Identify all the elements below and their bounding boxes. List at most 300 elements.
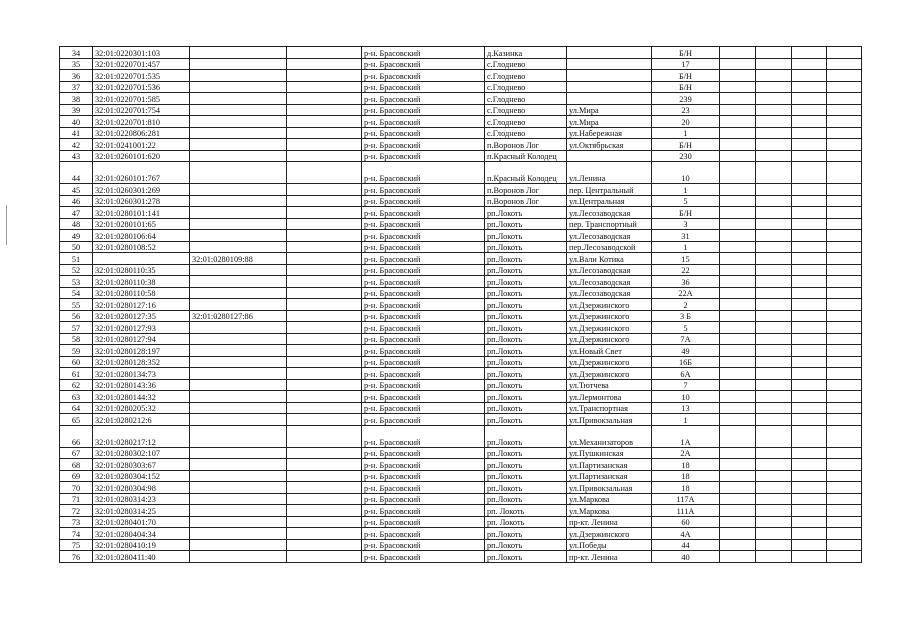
empty-cell: [756, 276, 792, 288]
table-row: [60, 333, 862, 345]
row-number: 60: [60, 356, 93, 368]
row-number: 48: [60, 218, 93, 230]
row-number: 71: [60, 493, 93, 505]
empty-cell: [792, 505, 827, 517]
settlement-cell: рп.Локоть: [485, 322, 567, 334]
cadastral-number-extra: [190, 81, 287, 93]
district-cell: р-н. Брасовский: [362, 195, 485, 207]
empty-cell: [756, 528, 792, 540]
settlement-cell: рп.Локоть: [485, 264, 567, 276]
house-number-cell: 6А: [652, 368, 720, 380]
empty-cell: [720, 264, 756, 276]
empty-cell: [756, 139, 792, 151]
empty-cell: [792, 207, 827, 219]
empty-cell: [287, 414, 362, 426]
empty-cell: [756, 505, 792, 517]
district-cell: р-н. Брасовский: [362, 70, 485, 82]
district-cell: р-н. Брасовский: [362, 470, 485, 482]
table-row: [60, 505, 862, 517]
row-number: 74: [60, 528, 93, 540]
empty-cell: [287, 150, 362, 162]
street-cell: ул.Дзержинского: [567, 310, 652, 322]
street-cell: [567, 81, 652, 93]
empty-cell: [720, 459, 756, 471]
table-row: [60, 116, 862, 128]
settlement-cell: рп.Локоть: [485, 391, 567, 403]
empty-cell: [827, 195, 862, 207]
empty-cell: [792, 379, 827, 391]
empty-cell: [756, 459, 792, 471]
empty-cell: [720, 539, 756, 551]
table-row: [60, 551, 862, 563]
cadastral-number: 32:01:0280217:12: [93, 425, 190, 447]
cadastral-number: 32:01:0280144:32: [93, 391, 190, 403]
empty-cell: [720, 356, 756, 368]
empty-cell: [287, 287, 362, 299]
empty-cell: [827, 459, 862, 471]
empty-cell: [287, 345, 362, 357]
empty-cell: [287, 93, 362, 105]
settlement-cell: рп.Локоть: [485, 493, 567, 505]
table-row: [60, 230, 862, 242]
empty-cell: [720, 391, 756, 403]
table-row: [60, 356, 862, 368]
empty-cell: [792, 47, 827, 59]
district-cell: р-н. Брасовский: [362, 310, 485, 322]
row-number: 38: [60, 93, 93, 105]
empty-cell: [720, 104, 756, 116]
empty-cell: [756, 414, 792, 426]
house-number-cell: 49: [652, 345, 720, 357]
empty-cell: [720, 482, 756, 494]
house-number-cell: 7: [652, 379, 720, 391]
empty-cell: [827, 425, 862, 447]
district-cell: р-н. Брасовский: [362, 207, 485, 219]
cadastral-number: 32:01:0280128:197: [93, 345, 190, 357]
table-row: [60, 47, 862, 59]
row-number: 53: [60, 276, 93, 288]
empty-cell: [792, 493, 827, 505]
empty-cell: [827, 505, 862, 517]
empty-cell: [792, 391, 827, 403]
row-number: 66: [60, 425, 93, 447]
district-cell: р-н. Брасовский: [362, 391, 485, 403]
cadastral-number-extra: [190, 116, 287, 128]
house-number-cell: 4А: [652, 528, 720, 540]
empty-cell: [287, 482, 362, 494]
empty-cell: [827, 127, 862, 139]
cadastral-number-extra: [190, 414, 287, 426]
street-cell: ул.Победы: [567, 539, 652, 551]
empty-cell: [792, 345, 827, 357]
table-row: [60, 470, 862, 482]
street-cell: [567, 47, 652, 59]
district-cell: р-н. Брасовский: [362, 425, 485, 447]
empty-cell: [792, 539, 827, 551]
district-cell: р-н. Брасовский: [362, 287, 485, 299]
empty-cell: [827, 70, 862, 82]
empty-cell: [756, 402, 792, 414]
house-number-cell: 18: [652, 470, 720, 482]
table-row: [60, 218, 862, 230]
empty-cell: [720, 402, 756, 414]
cadastral-number: 32:01:0280411:40: [93, 551, 190, 563]
cadastral-number: 32:01:0260101:767: [93, 162, 190, 184]
cadastral-number-extra: [190, 528, 287, 540]
empty-cell: [287, 322, 362, 334]
house-number-cell: 1: [652, 127, 720, 139]
empty-cell: [792, 356, 827, 368]
district-cell: р-н. Брасовский: [362, 299, 485, 311]
street-cell: ул.Тютчева: [567, 379, 652, 391]
cadastral-number-extra: [190, 299, 287, 311]
table-row: [60, 70, 862, 82]
district-cell: р-н. Брасовский: [362, 241, 485, 253]
street-cell: ул.Дзержинского: [567, 528, 652, 540]
row-number: 62: [60, 379, 93, 391]
cadastral-number-extra: [190, 505, 287, 517]
district-cell: р-н. Брасовский: [362, 539, 485, 551]
street-cell: ул.Привокзальная: [567, 414, 652, 426]
empty-cell: [720, 47, 756, 59]
row-number: 49: [60, 230, 93, 242]
street-cell: ул.Партизанская: [567, 459, 652, 471]
settlement-cell: рп.Локоть: [485, 447, 567, 459]
empty-cell: [720, 333, 756, 345]
row-number: 37: [60, 81, 93, 93]
table-row: [60, 528, 862, 540]
row-number: 35: [60, 58, 93, 70]
settlement-cell: рп.Локоть: [485, 207, 567, 219]
table-row: [60, 241, 862, 253]
settlement-cell: п.Воронов Лог: [485, 184, 567, 196]
empty-cell: [792, 162, 827, 184]
cadastral-number-extra: [190, 195, 287, 207]
street-cell: ул.Партизанская: [567, 470, 652, 482]
empty-cell: [756, 470, 792, 482]
empty-cell: [287, 356, 362, 368]
table-row: [60, 207, 862, 219]
cadastral-number: 32:01:0280127:94: [93, 333, 190, 345]
settlement-cell: рп.Локоть: [485, 310, 567, 322]
cadastral-number: 32:01:0280314:23: [93, 493, 190, 505]
empty-cell: [720, 241, 756, 253]
settlement-cell: п.Воронов Лог: [485, 195, 567, 207]
settlement-cell: рп.Локоть: [485, 241, 567, 253]
settlement-cell: рп.Локоть: [485, 253, 567, 265]
cadastral-number: 32:01:0220701:536: [93, 81, 190, 93]
district-cell: р-н. Брасовский: [362, 493, 485, 505]
house-number-cell: 17: [652, 58, 720, 70]
empty-cell: [720, 276, 756, 288]
house-number-cell: 3 Б: [652, 310, 720, 322]
district-cell: р-н. Брасовский: [362, 356, 485, 368]
empty-cell: [720, 230, 756, 242]
table-row: [60, 447, 862, 459]
settlement-cell: рп.Локоть: [485, 528, 567, 540]
street-cell: ул.Центральная: [567, 195, 652, 207]
empty-cell: [287, 207, 362, 219]
street-cell: ул.Механизаторов: [567, 425, 652, 447]
house-number-cell: 16Б: [652, 356, 720, 368]
empty-cell: [827, 104, 862, 116]
empty-cell: [756, 162, 792, 184]
empty-cell: [756, 539, 792, 551]
row-number: 63: [60, 391, 93, 403]
district-cell: р-н. Брасовский: [362, 345, 485, 357]
cadastral-number-extra: [190, 207, 287, 219]
row-number: 52: [60, 264, 93, 276]
row-number: 69: [60, 470, 93, 482]
table-row: [60, 322, 862, 334]
table-row: [60, 264, 862, 276]
empty-cell: [827, 447, 862, 459]
empty-cell: [287, 241, 362, 253]
cadastral-number-extra: [190, 276, 287, 288]
empty-cell: [792, 241, 827, 253]
empty-cell: [287, 81, 362, 93]
empty-cell: [792, 447, 827, 459]
empty-cell: [792, 299, 827, 311]
district-cell: р-н. Брасовский: [362, 459, 485, 471]
row-number: 44: [60, 162, 93, 184]
empty-cell: [287, 505, 362, 517]
empty-cell: [756, 368, 792, 380]
empty-cell: [720, 127, 756, 139]
district-cell: р-н. Брасовский: [362, 127, 485, 139]
district-cell: р-н. Брасовский: [362, 516, 485, 528]
empty-cell: [756, 207, 792, 219]
empty-cell: [827, 276, 862, 288]
district-cell: р-н. Брасовский: [362, 264, 485, 276]
table-row: [60, 516, 862, 528]
settlement-cell: с.Глоднево: [485, 104, 567, 116]
street-cell: ул.Лермонтова: [567, 391, 652, 403]
house-number-cell: 117А: [652, 493, 720, 505]
district-cell: р-н. Брасовский: [362, 104, 485, 116]
table-row: [60, 81, 862, 93]
settlement-cell: п.Красный Колодец: [485, 150, 567, 162]
settlement-cell: рп.Локоть: [485, 356, 567, 368]
cadastral-number: 32:01:0220806:281: [93, 127, 190, 139]
street-cell: [567, 93, 652, 105]
empty-cell: [287, 551, 362, 563]
district-cell: р-н. Брасовский: [362, 379, 485, 391]
cadastral-number-extra: [190, 70, 287, 82]
table-row: [60, 402, 862, 414]
district-cell: р-н. Брасовский: [362, 276, 485, 288]
settlement-cell: с.Глоднево: [485, 127, 567, 139]
cadastral-number: 32:01:0280302:107: [93, 447, 190, 459]
district-cell: р-н. Брасовский: [362, 333, 485, 345]
cadastral-number: 32:01:0220301:103: [93, 47, 190, 59]
empty-cell: [720, 195, 756, 207]
street-cell: ул.Пушкинская: [567, 447, 652, 459]
row-number: 36: [60, 70, 93, 82]
settlement-cell: рп.Локоть: [485, 276, 567, 288]
settlement-cell: рп.Локоть: [485, 414, 567, 426]
table-row: [60, 345, 862, 357]
empty-cell: [827, 93, 862, 105]
house-number-cell: 1: [652, 414, 720, 426]
table-row: [60, 162, 862, 184]
empty-cell: [756, 218, 792, 230]
settlement-cell: д.Казинка: [485, 47, 567, 59]
empty-cell: [756, 516, 792, 528]
empty-cell: [756, 310, 792, 322]
cadastral-number: 32:01:0260301:269: [93, 184, 190, 196]
empty-cell: [720, 368, 756, 380]
house-number-cell: 230: [652, 150, 720, 162]
empty-cell: [756, 81, 792, 93]
table-row: [60, 493, 862, 505]
empty-cell: [756, 253, 792, 265]
empty-cell: [792, 150, 827, 162]
cadastral-number: 32:01:0280106:64: [93, 230, 190, 242]
empty-cell: [827, 391, 862, 403]
house-number-cell: 18: [652, 482, 720, 494]
empty-cell: [756, 93, 792, 105]
cadastral-number: 32:01:0280410:19: [93, 539, 190, 551]
empty-cell: [827, 551, 862, 563]
cadastral-number: 32:01:0280314:25: [93, 505, 190, 517]
empty-cell: [792, 402, 827, 414]
empty-cell: [756, 482, 792, 494]
empty-cell: [792, 58, 827, 70]
empty-cell: [756, 264, 792, 276]
empty-cell: [287, 391, 362, 403]
cadastral-number-extra: [190, 150, 287, 162]
district-cell: р-н. Брасовский: [362, 162, 485, 184]
empty-cell: [287, 310, 362, 322]
table-row: [60, 184, 862, 196]
row-number: 72: [60, 505, 93, 517]
cadastral-number-extra: [190, 368, 287, 380]
empty-cell: [720, 379, 756, 391]
empty-cell: [756, 116, 792, 128]
empty-cell: [792, 310, 827, 322]
empty-cell: [720, 207, 756, 219]
settlement-cell: рп. Локоть: [485, 505, 567, 517]
table-row: [60, 104, 862, 116]
empty-cell: [287, 58, 362, 70]
cadastral-number-extra: [190, 447, 287, 459]
cadastral-number: 32:01:0280127:93: [93, 322, 190, 334]
district-cell: р-н. Брасовский: [362, 447, 485, 459]
settlement-cell: с.Глоднево: [485, 93, 567, 105]
row-number: 41: [60, 127, 93, 139]
empty-cell: [756, 345, 792, 357]
empty-cell: [792, 470, 827, 482]
street-cell: ул.Транспортная: [567, 402, 652, 414]
cadastral-number: 32:01:0280143:36: [93, 379, 190, 391]
empty-cell: [792, 70, 827, 82]
house-number-cell: Б/Н: [652, 70, 720, 82]
cadastral-number: 32:01:0260301:278: [93, 195, 190, 207]
table-row: [60, 391, 862, 403]
street-cell: ул.Лесозаводская: [567, 230, 652, 242]
empty-cell: [827, 539, 862, 551]
empty-cell: [792, 264, 827, 276]
empty-cell: [720, 528, 756, 540]
empty-cell: [720, 551, 756, 563]
cadastral-number-extra: 32:01:0280127:86: [190, 310, 287, 322]
empty-cell: [792, 93, 827, 105]
cadastral-number-extra: [190, 264, 287, 276]
row-number: 57: [60, 322, 93, 334]
street-cell: ул.Лесозаводская: [567, 207, 652, 219]
row-number: 46: [60, 195, 93, 207]
settlement-cell: рп.Локоть: [485, 539, 567, 551]
empty-cell: [792, 184, 827, 196]
empty-cell: [792, 127, 827, 139]
empty-cell: [792, 195, 827, 207]
table-row: [60, 414, 862, 426]
street-cell: ул.Мира: [567, 116, 652, 128]
settlement-cell: рп.Локоть: [485, 230, 567, 242]
row-number: 42: [60, 139, 93, 151]
empty-cell: [287, 195, 362, 207]
empty-cell: [756, 195, 792, 207]
empty-cell: [720, 299, 756, 311]
empty-cell: [287, 218, 362, 230]
street-cell: ул.Лесозаводская: [567, 276, 652, 288]
empty-cell: [827, 379, 862, 391]
district-cell: р-н. Брасовский: [362, 150, 485, 162]
empty-cell: [827, 162, 862, 184]
empty-cell: [827, 264, 862, 276]
empty-cell: [720, 505, 756, 517]
empty-cell: [287, 276, 362, 288]
street-cell: пр-кт. Ленина: [567, 516, 652, 528]
empty-cell: [756, 58, 792, 70]
cadastral-number: 32:01:0280303:67: [93, 459, 190, 471]
cadastral-number-extra: [190, 333, 287, 345]
cadastral-number-extra: [190, 47, 287, 59]
empty-cell: [827, 241, 862, 253]
house-number-cell: 239: [652, 93, 720, 105]
empty-cell: [827, 230, 862, 242]
house-number-cell: 2А: [652, 447, 720, 459]
empty-cell: [287, 368, 362, 380]
cadastral-number-extra: [190, 482, 287, 494]
cadastral-number-extra: [190, 551, 287, 563]
empty-cell: [756, 356, 792, 368]
street-cell: ул.Новый Свет: [567, 345, 652, 357]
row-number: 51: [60, 253, 93, 265]
empty-cell: [720, 184, 756, 196]
house-number-cell: 36: [652, 276, 720, 288]
empty-cell: [792, 116, 827, 128]
district-cell: р-н. Брасовский: [362, 230, 485, 242]
settlement-cell: рп.Локоть: [485, 482, 567, 494]
empty-cell: [792, 482, 827, 494]
empty-cell: [792, 81, 827, 93]
empty-cell: [287, 162, 362, 184]
empty-cell: [792, 459, 827, 471]
row-number: 56: [60, 310, 93, 322]
row-number: 54: [60, 287, 93, 299]
table-row: [60, 253, 862, 265]
empty-cell: [720, 58, 756, 70]
house-number-cell: 1: [652, 184, 720, 196]
house-number-cell: 18: [652, 459, 720, 471]
cadastral-number: 32:01:0280101:141: [93, 207, 190, 219]
empty-cell: [287, 104, 362, 116]
cadastral-number: 32:01:0280127:35: [93, 310, 190, 322]
empty-cell: [827, 150, 862, 162]
settlement-cell: рп.Локоть: [485, 287, 567, 299]
